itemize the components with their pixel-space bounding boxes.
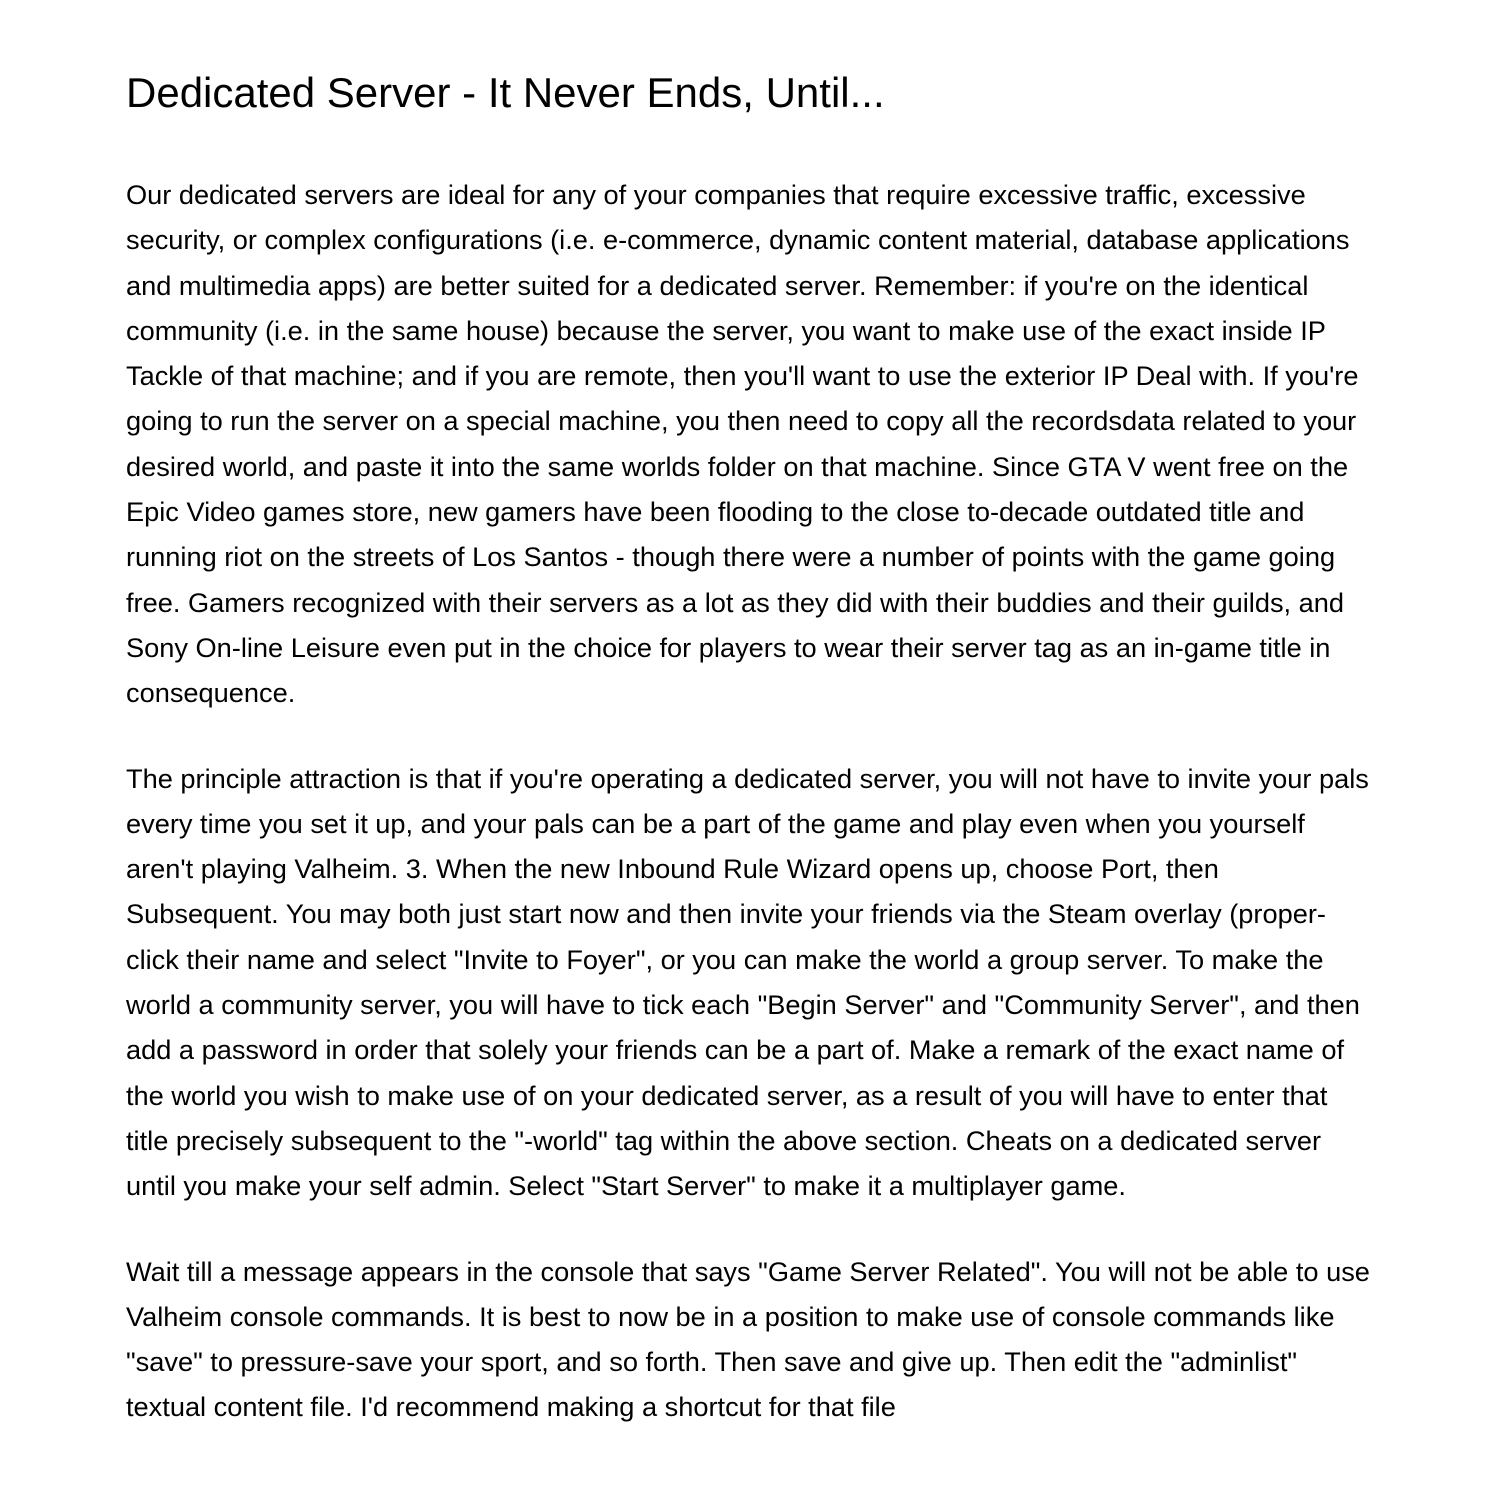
page-title: Dedicated Server - It Never Ends, Until... [126,69,885,116]
paragraph-2: The principle attraction is that if you're operating a dedicated server, you will not have to invite your pals every time you set it up, and your pals can be a part of the game and play even when you yourself aren't playing Valheim. 3. When the new Inbound Rule Wizard opens up, choose Port, then Subsequent. You may both just start now and then invite your friends via the Steam overlay (proper-click their name and select "Invite to Foyer", or you can make the world a group server. To make the world a community server, you will have to tick each "Begin Server" and "Community Server", and then add a password in order that solely your friends can be a part of. Make a remark of the exact name of the world you wish to make use of on your dedicated server, as a result of you will have to enter that title precisely subsequent to the "-world" tag within the above section. Cheats on a dedicated server until you make your self admin. Select "Start Server" to make it a multiplayer game. [126,762,1369,1202]
paragraph-3: Wait till a message appears in the console that says "Game Server Related". You will not be able to use Valheim console commands. It is best to now be in a position to make use of console commands like "save" to pressure-save your sport, and so forth. Then save and give up. Then edit the "adminlist" textual content file. I'd recommend making a shortcut for that file [126,1255,1370,1423]
document-page [126,62,1376,1470]
paragraph-1: Our dedicated servers are ideal for any of your companies that require excessive traffic, excessive security, or complex configurations (i.e. e-commerce, dynamic content material, database applications and multimedia apps) are better suited for a dedicated server. Remember: if you're on the identical community (i.e. in the same house) because the server, you want to make use of the exact inside IP Tackle of that machine; and if you are remote, then you'll want to use the exterior IP Deal with. If you're going to run the server on a special machine, you then need to copy all the recordsdata related to your desired world, and paste it into the same worlds folder on that machine. Since GTA V went free on the Epic Video games store, new gamers have been flooding to the close to-decade outdated title and running riot on the streets of Los Santos - though there were a number of points with the game going free. Gamers recognized with their servers as a lot as they did with their buddies and their guilds, and Sony On-line Leisure even put in the choice for players to wear their server tag as an in-game title in consequence. [126,179,1359,709]
